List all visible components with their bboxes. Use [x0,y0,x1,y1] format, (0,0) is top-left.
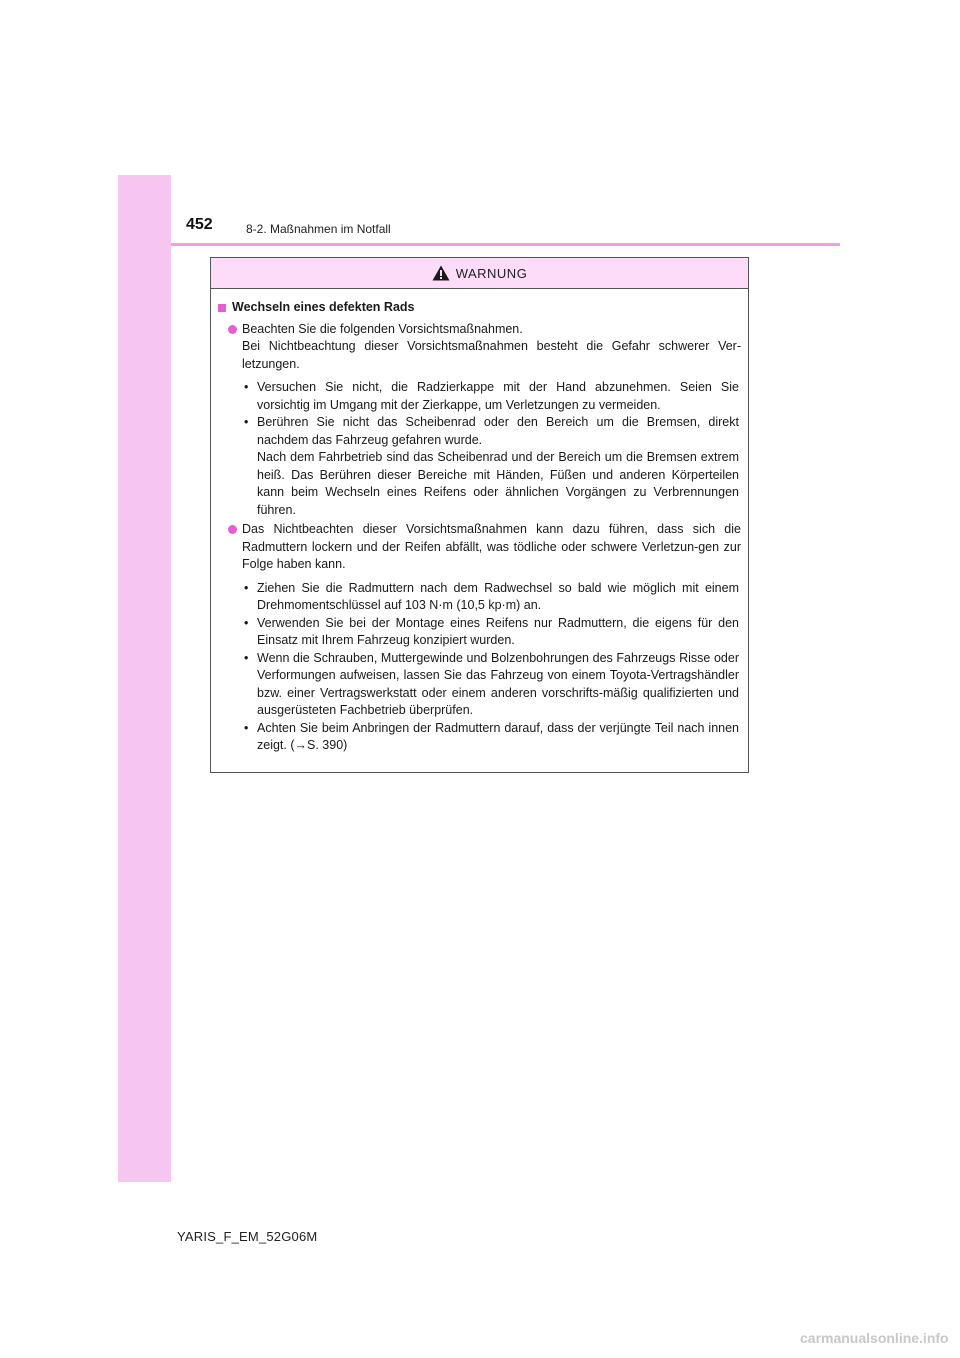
bullet-list-1 [218,379,741,519]
list-item: • Wenn die Schrauben, Muttergewinde und Bolzenbohrungen des Fahrzeugs Risse oder Verformungen aufweisen, lassen Sie das Fahrzeug von einem Toyota-Vertragshändler bzw. einer Vertragswerkstatt oder einem anderen vorschrifts-mäßig qualifizierten und ausgerüsteten Fachbetrieb überprüfen. [218,650,741,720]
list-item: • Verwenden Sie bei der Montage eines Reifens nur Radmuttern, die eigens für den Einsatz mit Ihrem Fahrzeug konzipiert wurden. [218,615,741,650]
list-item-text: • Berühren Sie nicht das Scheibenrad oder den Bereich um die Bremsen, direkt nachdem das Fahrzeug gefahren wurde. [257,415,739,447]
side-tab-band [118,175,171,1182]
list-item-text: Nach dem Fahrbetrieb sind das Scheibenrad und der Bereich um die Bremsen extrem heiß. Das Berühren dieser Bereiche mit Händen, Füßen und anderen Körperteilen kann beim Wechseln eines Reifens oder ähnlichen Vorgängen zu Verbrennungen führen. [257,450,739,517]
precaution-text: Das Nichtbeachten dieser Vorsichtsmaßnahmen kann dazu führen, dass sich die Radmuttern lockern und der Reifen abfällt, was tödliche oder schwere Verletzun-gen zur Folge haben kann. [242,522,741,571]
precaution-text: Bei Nichtbeachtung dieser Vorsichtsmaßnahmen besteht die Gefahr schwerer Ver-letzungen. [242,339,741,371]
page-number: 452 [186,216,213,233]
warning-heading-text: Wechseln eines defekten Rads [232,300,415,314]
list-item [218,414,741,519]
list-item: • Ziehen Sie die Radmuttern nach dem Radwechsel so bald wie möglich mit einem Drehmomentschlüssel auf 103 N·m (10,5 kp·m) an. [218,580,741,615]
warning-header [211,258,748,289]
warning-heading [218,299,741,317]
precaution-text: Beachten Sie die folgenden Vorsichtsmaßnahmen. [242,321,523,336]
bullet-list-2 [218,580,741,755]
warning-body [211,289,748,755]
document-code: YARIS_F_EM_52G06M [177,1229,318,1244]
header-rule [171,243,840,246]
watermark: carmanualsonline.info [800,1330,949,1346]
section-title: 8-2. Maßnahmen im Notfall [246,222,391,236]
warning-box [210,257,749,773]
precaution-item-2 [218,521,741,574]
list-item: • Versuchen Sie nicht, die Radzierkappe mit der Hand abzunehmen. Seien Sie vorsichtig im Umgang mit der Zierkappe, um Verletzungen zu vermeiden. [218,379,741,414]
precaution-item-1 [218,321,741,374]
square-bullet-icon [218,304,226,312]
list-item: • Achten Sie beim Anbringen der Radmuttern darauf, dass der verjüngte Teil nach innen zeigt. (→S. 390) [218,720,741,755]
warning-label: WARNUNG [455,265,528,281]
warning-triangle-icon [432,265,450,281]
